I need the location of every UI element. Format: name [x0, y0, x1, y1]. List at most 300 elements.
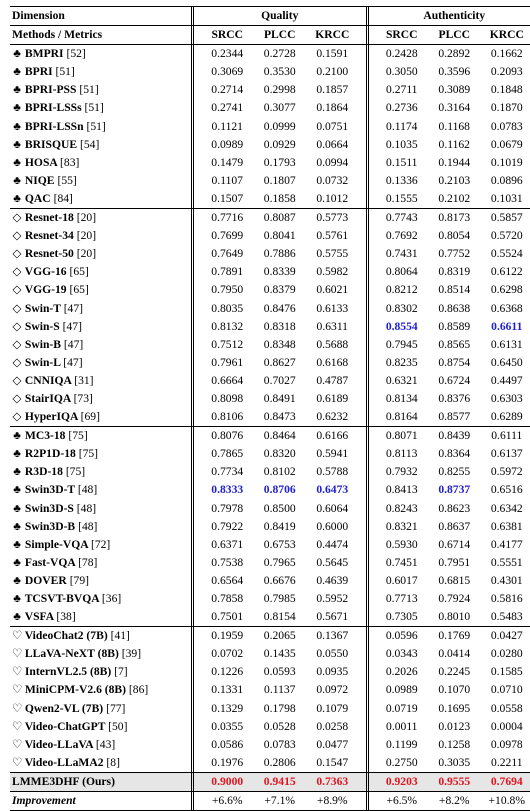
column-separator: [184, 500, 201, 518]
method-reference: [86]: [128, 683, 149, 697]
table-row: [10, 445, 530, 463]
metric-value: 0.2344: [201, 45, 254, 64]
metric-value: +8.2%: [428, 792, 481, 811]
method-name-cell: [10, 572, 184, 590]
metric-value: 0.2245: [438, 665, 471, 679]
column-separator: [184, 318, 201, 336]
metric-value: 0.0258: [316, 719, 349, 733]
metric-value: 0.6815: [438, 573, 471, 587]
metric-value: 0.0355: [211, 719, 244, 733]
method-name: Swin-S: [24, 319, 60, 333]
table-row: [10, 554, 530, 572]
method-reference: [72]: [90, 537, 111, 551]
metric-value: 0.0710: [490, 683, 523, 697]
metric-value: 0.8102: [263, 465, 296, 479]
metric-value: 0.2428: [376, 45, 429, 64]
metric-value: +6.6%: [201, 792, 254, 811]
metric-value: 0.8500: [263, 501, 296, 515]
method-reference: [20]: [76, 229, 97, 243]
table-row: [10, 354, 530, 372]
method-reference: [51]: [55, 65, 75, 79]
metric-value: 0.0989: [211, 137, 244, 151]
column-separator: [359, 81, 376, 99]
method-name: HOSA: [24, 155, 58, 169]
column-separator: [184, 390, 201, 408]
column-separator: [184, 118, 201, 136]
metric-value: 0.7713: [385, 592, 418, 605]
ours-row: [10, 772, 530, 791]
metric-value: 0.4639: [316, 573, 349, 587]
method-name-cell: [10, 481, 184, 499]
column-separator: [359, 681, 376, 699]
metric-value: 0.3050: [385, 65, 418, 79]
club-symbol-icon: ♣: [13, 173, 21, 187]
metric-value: 0.1959: [201, 627, 254, 646]
metric-value: 0.7716: [201, 209, 254, 228]
method-reference: [48]: [77, 483, 98, 497]
metric-header: PLCC: [254, 26, 307, 45]
metric-value: 0.6189: [316, 391, 349, 405]
column-separator: [184, 190, 201, 209]
column-separator: [184, 209, 201, 228]
column-separator: [184, 81, 201, 99]
metric-value: 0.1848: [490, 83, 523, 97]
column-separator: [184, 518, 201, 536]
metric-value: 0.3069: [211, 65, 244, 79]
metric-value: 0.0783: [490, 119, 523, 133]
column-separator: [359, 536, 376, 554]
column-separator: [184, 427, 201, 446]
table-row: [10, 608, 530, 627]
table-row: [10, 318, 530, 336]
metric-value: 0.8321: [385, 519, 418, 533]
metric-value: 0.5671: [316, 610, 349, 624]
column-separator: [184, 608, 201, 627]
table-row: [10, 572, 530, 590]
metric-value: 0.5524: [490, 247, 523, 261]
metric-value: 0.4474: [316, 537, 349, 551]
column-separator: [359, 7, 376, 26]
metric-value: 0.7961: [211, 355, 244, 369]
metric-value: 0.8318: [263, 319, 296, 333]
metric-value: 0.8132: [211, 319, 244, 333]
table-row: [10, 627, 530, 646]
metric-value: 0.2736: [385, 101, 418, 115]
method-name-cell: [10, 645, 184, 663]
method-name-cell: [10, 663, 184, 681]
method-name-cell: [10, 792, 184, 811]
metric-value: 0.2806: [263, 755, 296, 769]
metric-value: 0.6516: [490, 483, 523, 497]
diamond-symbol-icon: ◇: [12, 391, 22, 405]
diamond-symbol-icon: ◇: [12, 373, 22, 387]
metric-value: 0.7027: [263, 373, 296, 387]
metric-value: 0.8064: [385, 265, 418, 279]
metric-value: 0.0558: [490, 701, 523, 715]
metric-value: 0.0751: [316, 119, 349, 133]
metric-value: 0.7649: [211, 247, 244, 261]
metric-value: 0.1019: [490, 155, 523, 169]
column-separator: [359, 792, 376, 811]
method-name-cell: [10, 81, 184, 99]
table-row: [10, 99, 530, 117]
column-separator: [184, 536, 201, 554]
column-separator: [359, 700, 376, 718]
column-separator: [359, 500, 376, 518]
column-separator: [184, 718, 201, 736]
metric-value: 0.6168: [316, 355, 349, 369]
metric-value: 0.1121: [211, 119, 243, 133]
column-separator: [359, 136, 376, 154]
column-separator: [359, 372, 376, 390]
metric-value: 0.9555: [428, 772, 481, 791]
table-row: [10, 500, 530, 518]
metric-value: 0.5688: [316, 337, 349, 351]
metric-value: 0.8098: [211, 391, 244, 405]
table-row: [10, 518, 530, 536]
metric-value: 0.5788: [316, 465, 349, 479]
metric-value: 0.8113: [386, 447, 418, 461]
metric-value: 0.6381: [490, 519, 523, 533]
metric-value: 0.8379: [263, 283, 296, 297]
metric-value: 0.6368: [490, 301, 523, 315]
metric-value: 0.1012: [316, 191, 349, 205]
club-symbol-icon: ♣: [13, 155, 21, 169]
diamond-symbol-icon: ◇: [12, 301, 22, 315]
table-row: [10, 700, 530, 718]
method-reference: [55]: [57, 173, 77, 187]
club-symbol-icon: ♣: [13, 483, 21, 497]
method-name: HyperIQA: [24, 410, 78, 424]
metric-value: 0.6564: [211, 573, 244, 587]
metric-value: 0.7501: [211, 610, 244, 624]
column-separator: [184, 245, 201, 263]
table-row: [10, 463, 530, 481]
column-separator: [359, 608, 376, 627]
column-separator: [184, 263, 201, 281]
metric-value: 0.2103: [438, 173, 471, 187]
metric-value: 0.8035: [211, 301, 244, 315]
metric-value: 0.7363: [306, 772, 359, 791]
metric-value: 0.8106: [211, 410, 244, 424]
method-name-cell: [10, 245, 184, 263]
metric-value: 0.8706: [263, 483, 296, 497]
metric-value: 0.6714: [438, 537, 471, 551]
method-reference: [8]: [106, 755, 120, 769]
method-name: VGG-19: [24, 283, 67, 297]
metric-value: 0.8637: [438, 519, 471, 533]
method-name: TCSVT-BVQA: [24, 592, 100, 605]
column-separator: [359, 281, 376, 299]
club-symbol-icon: ♣: [13, 47, 21, 61]
method-name-cell: [10, 500, 184, 518]
column-separator: [359, 427, 376, 446]
club-symbol-icon: ♣: [13, 191, 21, 205]
method-name-cell: [10, 736, 184, 754]
table-row: [10, 408, 530, 427]
metric-value: 0.4177: [490, 537, 523, 551]
metric-value: 0.5857: [481, 209, 530, 228]
metric-value: 0.7538: [211, 555, 244, 569]
metric-value: 0.8491: [263, 391, 296, 405]
metric-value: 0.2741: [211, 101, 244, 115]
club-symbol-icon: ♣: [13, 501, 21, 515]
club-symbol-icon: ♣: [13, 519, 21, 533]
method-reference: [36]: [101, 592, 122, 605]
metric-value: 0.6303: [490, 391, 523, 405]
metric-value: 0.7950: [211, 283, 244, 297]
method-name: Swin-T: [24, 301, 61, 315]
metric-value: 0.9203: [376, 772, 429, 791]
metric-value: 0.8071: [376, 427, 429, 446]
metric-value: 0.5952: [316, 592, 349, 605]
column-separator: [359, 718, 376, 736]
column-separator: [359, 772, 376, 791]
metric-value: 0.1331: [211, 683, 244, 697]
metric-value: 0.6298: [490, 283, 523, 297]
metric-value: 0.8348: [263, 337, 296, 351]
club-symbol-icon: ♣: [13, 137, 21, 151]
metric-value: 0.7743: [376, 209, 429, 228]
metric-value: 0.0011: [386, 719, 418, 733]
club-symbol-icon: ♣: [13, 592, 21, 605]
column-separator: [184, 136, 201, 154]
method-name: VSFA: [24, 610, 54, 624]
metric-value: 0.2065: [254, 627, 307, 646]
method-reference: [47]: [63, 337, 84, 351]
metric-value: 0.1031: [490, 191, 523, 205]
column-separator: [184, 372, 201, 390]
table-row: [10, 118, 530, 136]
metric-value: 0.1168: [438, 119, 470, 133]
method-reference: [51]: [84, 101, 104, 115]
column-separator: [359, 318, 376, 336]
metric-value: 0.1336: [385, 173, 418, 187]
metric-value: 0.8255: [438, 465, 471, 479]
metric-value: 0.5755: [316, 247, 349, 261]
method-reference: [47]: [63, 301, 84, 315]
metric-value: 0.7886: [263, 247, 296, 261]
column-separator: [184, 408, 201, 427]
method-reference: [51]: [79, 83, 99, 97]
metric-value: 0.2026: [385, 665, 418, 679]
metric-value: 0.0929: [263, 137, 296, 151]
metric-value: 0.1857: [316, 83, 349, 97]
metric-value: 0.2711: [386, 83, 418, 97]
method-name: Resnet-18: [24, 211, 74, 225]
column-separator: [359, 354, 376, 372]
method-name-cell: [10, 281, 184, 299]
column-separator: [184, 481, 201, 499]
metric-value: 0.1199: [386, 737, 418, 751]
column-separator: [184, 154, 201, 172]
column-separator: [359, 209, 376, 228]
metric-value: 0.1798: [263, 701, 296, 715]
metric-value: 0.2998: [263, 83, 296, 97]
method-name: Swin-L: [24, 355, 61, 369]
metric-value: 0.1870: [490, 101, 523, 115]
metric-value: 0.7734: [211, 465, 244, 479]
method-name: MiniCPM-V2.6 (8B): [24, 683, 127, 697]
metric-value: 0.6611: [491, 319, 523, 333]
metric-value: 0.7945: [385, 337, 418, 351]
metric-value: 0.1035: [385, 137, 418, 151]
table-row: [10, 281, 530, 299]
metric-value: 0.7512: [211, 337, 244, 351]
metric-value: 0.5930: [385, 537, 418, 551]
table-row: [10, 718, 530, 736]
heart-symbol-icon: ♡: [12, 647, 23, 661]
metric-value: 0.0999: [263, 119, 296, 133]
metric-value: 0.8476: [263, 301, 296, 315]
metric-value: 0.8320: [263, 447, 296, 461]
table-row: [10, 209, 530, 228]
method-name-cell: [10, 99, 184, 117]
metric-value: 0.1107: [211, 173, 243, 187]
column-separator: [359, 736, 376, 754]
metric-value: 0.0935: [316, 665, 349, 679]
column-separator: [184, 63, 201, 81]
metric-header: KRCC: [306, 26, 359, 45]
table-row: [10, 427, 530, 446]
metric-value: 0.8154: [263, 610, 296, 624]
metric-value: 0.0528: [263, 719, 296, 733]
club-symbol-icon: ♣: [13, 65, 21, 79]
table-row: [10, 481, 530, 499]
metric-value: 0.3035: [438, 755, 471, 769]
column-separator: [184, 463, 201, 481]
metric-value: 0.0664: [316, 137, 349, 151]
diamond-symbol-icon: ◇: [12, 283, 22, 297]
metric-value: 0.8638: [438, 301, 471, 315]
method-reference: [83]: [60, 155, 80, 169]
method-name: Video-ChatGPT: [24, 719, 106, 733]
metric-value: 0.6000: [316, 519, 349, 533]
method-name: NIQE: [24, 173, 55, 187]
metric-value: 0.6289: [490, 410, 523, 424]
method-reference: [31]: [74, 373, 94, 387]
metric-value: 0.9000: [201, 772, 254, 791]
metric-value: 0.3164: [438, 101, 471, 115]
method-name: Swin-B: [24, 337, 61, 351]
metric-value: 0.0732: [316, 173, 349, 187]
metric-value: 0.1507: [211, 191, 244, 205]
metric-value: 0.6371: [211, 537, 244, 551]
metric-value: 0.8235: [385, 355, 418, 369]
method-name: LMME3DHF (Ours): [12, 774, 115, 788]
metric-value: 0.7951: [438, 555, 471, 569]
table-row: [10, 681, 530, 699]
column-separator: [359, 445, 376, 463]
method-name: Swin3D-T: [24, 483, 75, 497]
method-name-cell: [10, 336, 184, 354]
metric-value: 0.8010: [438, 610, 471, 624]
metric-value: 0.6724: [438, 373, 471, 387]
club-symbol-icon: ♣: [13, 610, 21, 624]
method-name-cell: [10, 118, 184, 136]
column-separator: [184, 627, 201, 646]
metric-value: 0.7978: [211, 501, 244, 515]
metric-value: 0.1976: [211, 755, 244, 769]
metric-value: 0.8439: [428, 427, 481, 446]
metric-value: 0.6017: [385, 573, 418, 587]
method-reference: [84]: [53, 191, 73, 205]
metric-value: 0.4787: [316, 373, 349, 387]
metric-value: 0.8302: [385, 301, 418, 315]
metric-value: 0.8554: [385, 319, 418, 333]
column-separator: [359, 172, 376, 190]
metric-value: 0.8333: [211, 483, 244, 497]
method-reference: [54]: [80, 137, 100, 151]
metric-value: 0.6753: [263, 537, 296, 551]
method-name-cell: [10, 518, 184, 536]
diamond-symbol-icon: ◇: [12, 265, 22, 279]
method-name-cell: [10, 590, 184, 608]
method-name-cell: [10, 372, 184, 390]
heart-symbol-icon: ♡: [12, 629, 23, 643]
heart-symbol-icon: ♡: [12, 755, 23, 769]
metric-value: 0.1479: [211, 155, 244, 169]
metric-value: 0.8413: [385, 483, 418, 497]
metric-value: 0.3089: [438, 83, 471, 97]
method-name: Resnet-34: [24, 229, 74, 243]
metric-value: 0.6321: [385, 373, 418, 387]
metric-value: 0.0414: [438, 647, 471, 661]
metric-value: 0.1591: [306, 45, 359, 64]
metric-value: 0.5551: [490, 555, 523, 569]
quality-header-label: Quality: [261, 9, 299, 22]
metric-value: 0.8041: [263, 229, 296, 243]
authenticity-header: [376, 7, 530, 26]
method-name: LLaVA-NeXT (8B): [24, 647, 119, 661]
method-name: BPRI-LSSn: [24, 119, 84, 133]
method-reference: [51]: [86, 119, 106, 133]
metric-value: 0.4497: [490, 373, 523, 387]
metric-value: 0.7924: [438, 592, 471, 605]
method-name: Fast-VQA: [24, 555, 76, 569]
method-name: BPRI: [24, 65, 53, 79]
metric-value: 0.0994: [316, 155, 349, 169]
metric-value: 0.6021: [316, 283, 349, 297]
club-symbol-icon: ♣: [13, 573, 21, 587]
header-row-metrics: [10, 26, 530, 45]
metric-value: 0.1864: [316, 101, 349, 115]
method-name-cell: [10, 172, 184, 190]
method-reference: [7]: [114, 665, 128, 679]
column-separator: [184, 26, 201, 45]
metric-value: 0.1555: [385, 191, 418, 205]
method-reference: [69]: [80, 410, 100, 424]
table-row: [10, 172, 530, 190]
method-name-cell: [10, 390, 184, 408]
method-name: R3D-18: [24, 465, 63, 479]
metric-value: 0.7932: [385, 465, 418, 479]
metric-value: 0.2728: [254, 45, 307, 64]
metric-value: 0.0596: [376, 627, 429, 646]
quality-header: [201, 7, 359, 26]
method-reference: [38]: [56, 610, 76, 624]
method-name: VGG-16: [24, 265, 67, 279]
column-separator: [184, 45, 201, 64]
metric-value: 0.0593: [263, 665, 296, 679]
table-row: [10, 63, 530, 81]
metric-value: 0.8737: [438, 483, 471, 497]
column-separator: [359, 463, 376, 481]
method-reference: [75]: [65, 465, 86, 479]
method-name: InternVL2.5 (8B): [24, 665, 112, 679]
column-separator: [359, 754, 376, 773]
metric-value: 0.0550: [316, 647, 349, 661]
